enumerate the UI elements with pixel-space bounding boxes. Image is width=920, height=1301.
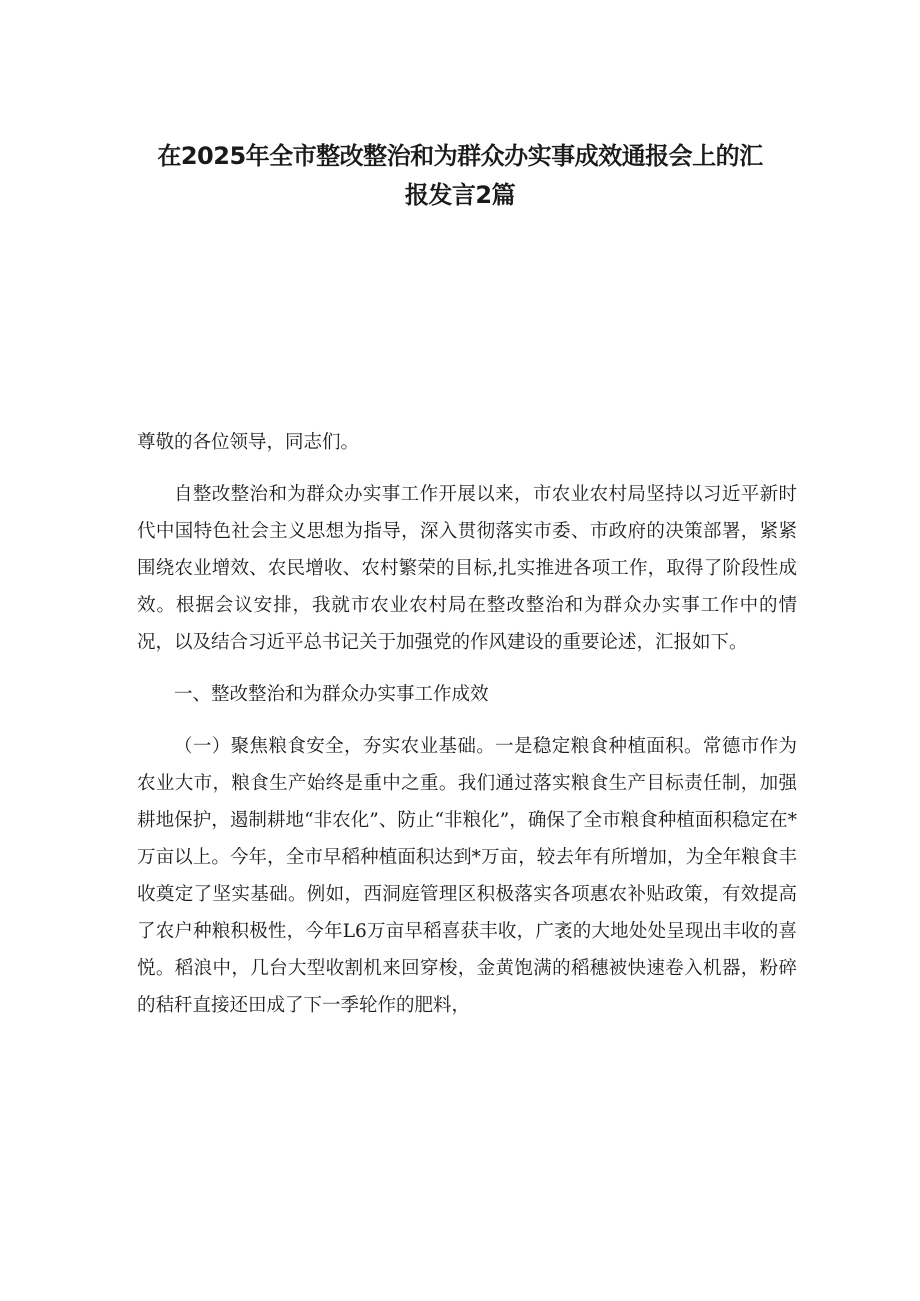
document-title bbox=[130, 138, 790, 213]
salutation: 尊敬的各位领导，同志们。 bbox=[137, 432, 360, 453]
document-body bbox=[137, 424, 797, 1039]
subsection-paragraph: （一）聚焦粮食安全，夯实农业基础。一是稳定粮食种植面积。常德市作为农业大市，粮食生产始终是重中之重。我们通过落实粮食生产目标责任制，加强耕地保护，遏制耕地“非农化”、防止“非粮化”，确保了全市粮食种植面积稳定在*万亩以上。今年，全市早稻种植面积达到*万亩，较去年有所增加，为全年粮食丰收奠定了坚实基础。例如，西洞庭管理区积极落实各项惠农补贴政策，有效提高了农户种粮积极性，今年L6万亩早稻喜获丰收，广袤的大地处处呈现出丰收的喜悦。稻浪中，几台大型收割机来回穿梭，金黄饱满的稻穗被快速卷入机器，粉碎的秸秆直接还田成了下一季轮作的肥料， bbox=[137, 736, 797, 1016]
intro-paragraph: 自整改整治和为群众办实事工作开展以来，市农业农村局坚持以习近平新时代中国特色社会主义思想为指导，深入贯彻落实市委、市政府的决策部署，紧紧围绕农业增效、农民增收、农村繁荣的目标,扎实推进各项工作，取得了阶段性成效。根据会议安排，我就市农业农村局在整改整治和为群众办实事工作中的情况，以及结合习近平总书记关于加强党的作风建设的重要论述，汇报如下。 bbox=[137, 484, 797, 653]
title-line-1: 在2025年全市整改整治和为群众办实事成效通报会上的汇 bbox=[157, 142, 763, 170]
title-line-2: 报发言2篇 bbox=[404, 181, 516, 209]
section-heading: 一、整改整治和为群众办实事工作成效 bbox=[174, 684, 489, 705]
